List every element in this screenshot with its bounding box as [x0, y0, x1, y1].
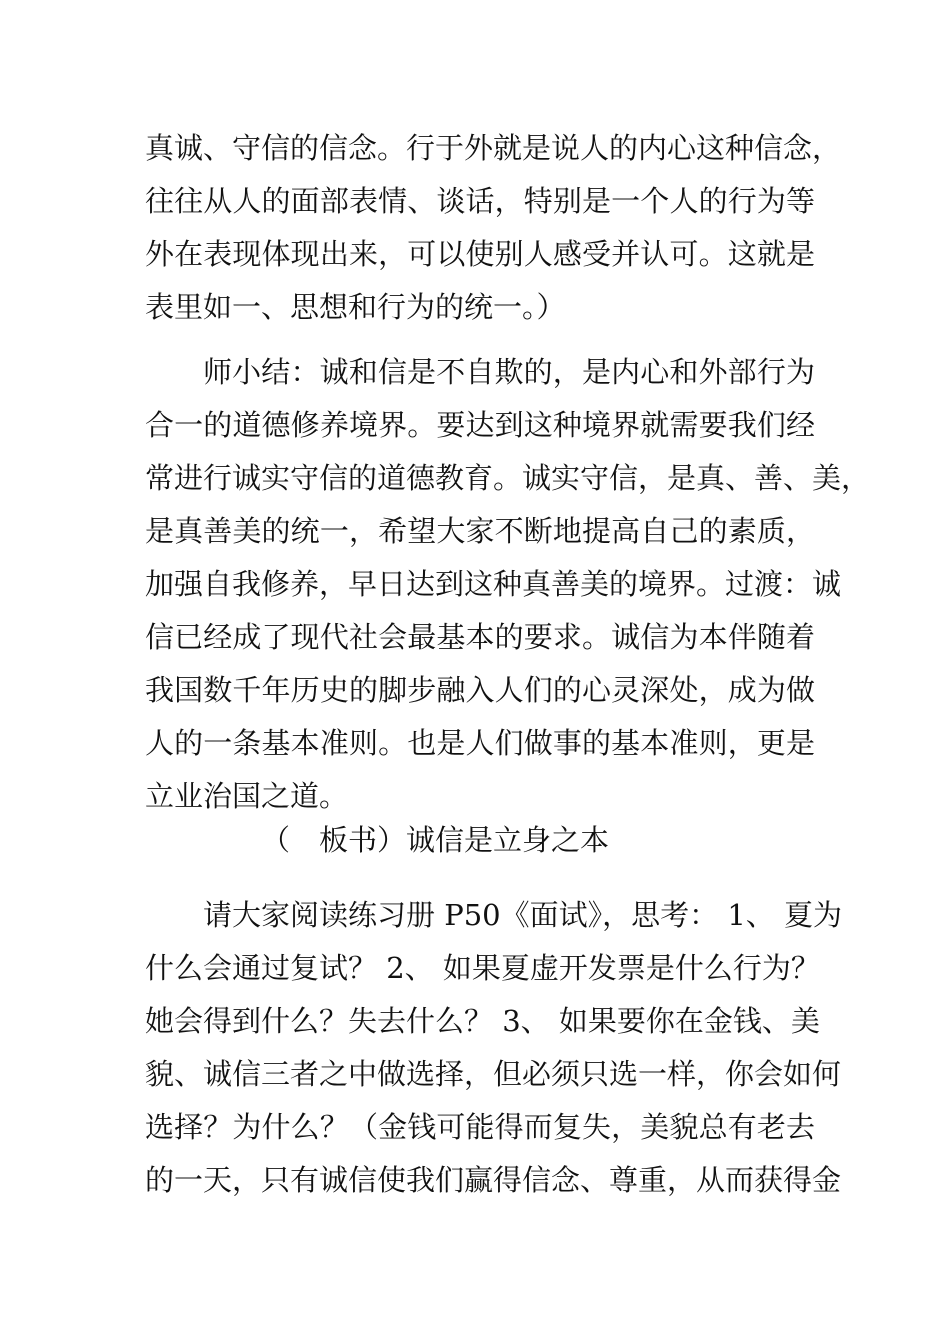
paragraph-line: 往往从人的面部表情、谈话，特别是一个人的行为等: [145, 184, 815, 218]
paragraph-line: 表里如一、思想和行为的统一。）: [145, 290, 566, 324]
paragraph-line: 真诚、守信的信念。行于外就是说人的内心这种信念，: [145, 131, 842, 165]
paragraph-line: 貌、诚信三者之中做选择，但必须只选一样，你会如何: [145, 1057, 842, 1091]
paragraph-line: 信已经成了现代社会最基本的要求。诚信为本伴随着: [145, 620, 815, 654]
paragraph-line: 我国数千年历史的脚步融入人们的心灵深处，成为做: [145, 673, 815, 707]
paragraph-line: 人的一条基本准则。也是人们做事的基本准则，更是: [145, 726, 815, 760]
paragraph-line: 立业治国之道。: [145, 779, 349, 813]
paragraph-line: 外在表现体现出来，可以使别人感受并认可。这就是: [145, 237, 815, 271]
board-heading: （ 板书）诚信是立身之本: [261, 823, 610, 857]
paragraph-line: 合一的道德修养境界。要达到这种境界就需要我们经: [145, 408, 815, 442]
paragraph-line: 加强自我修养，早日达到这种真善美的境界。过渡：诚: [145, 567, 842, 601]
paragraph-line: 请大家阅读练习册 P50《面试》，思考： 1、 夏为: [203, 898, 843, 932]
paragraph-line: 选择？为什么？（金钱可能得而复失，美貌总有老去: [145, 1110, 815, 1144]
paragraph-line: 常进行诚实守信的道德教育。诚实守信，是真、善、美，: [145, 461, 871, 495]
paragraph-line: 她会得到什么？失去什么？ 3、 如果要你在金钱、美: [145, 1004, 820, 1038]
paragraph-line: 是真善美的统一，希望大家不断地提高自己的素质，: [145, 514, 815, 548]
paragraph-line: 什么会通过复试？ 2、 如果夏虚开发票是什么行为？: [145, 951, 820, 985]
paragraph-line: 的一天，只有诚信使我们赢得信念、尊重，从而获得金: [145, 1163, 842, 1197]
paragraph-line: 师小结：诚和信是不自欺的，是内心和外部行为: [203, 355, 815, 389]
